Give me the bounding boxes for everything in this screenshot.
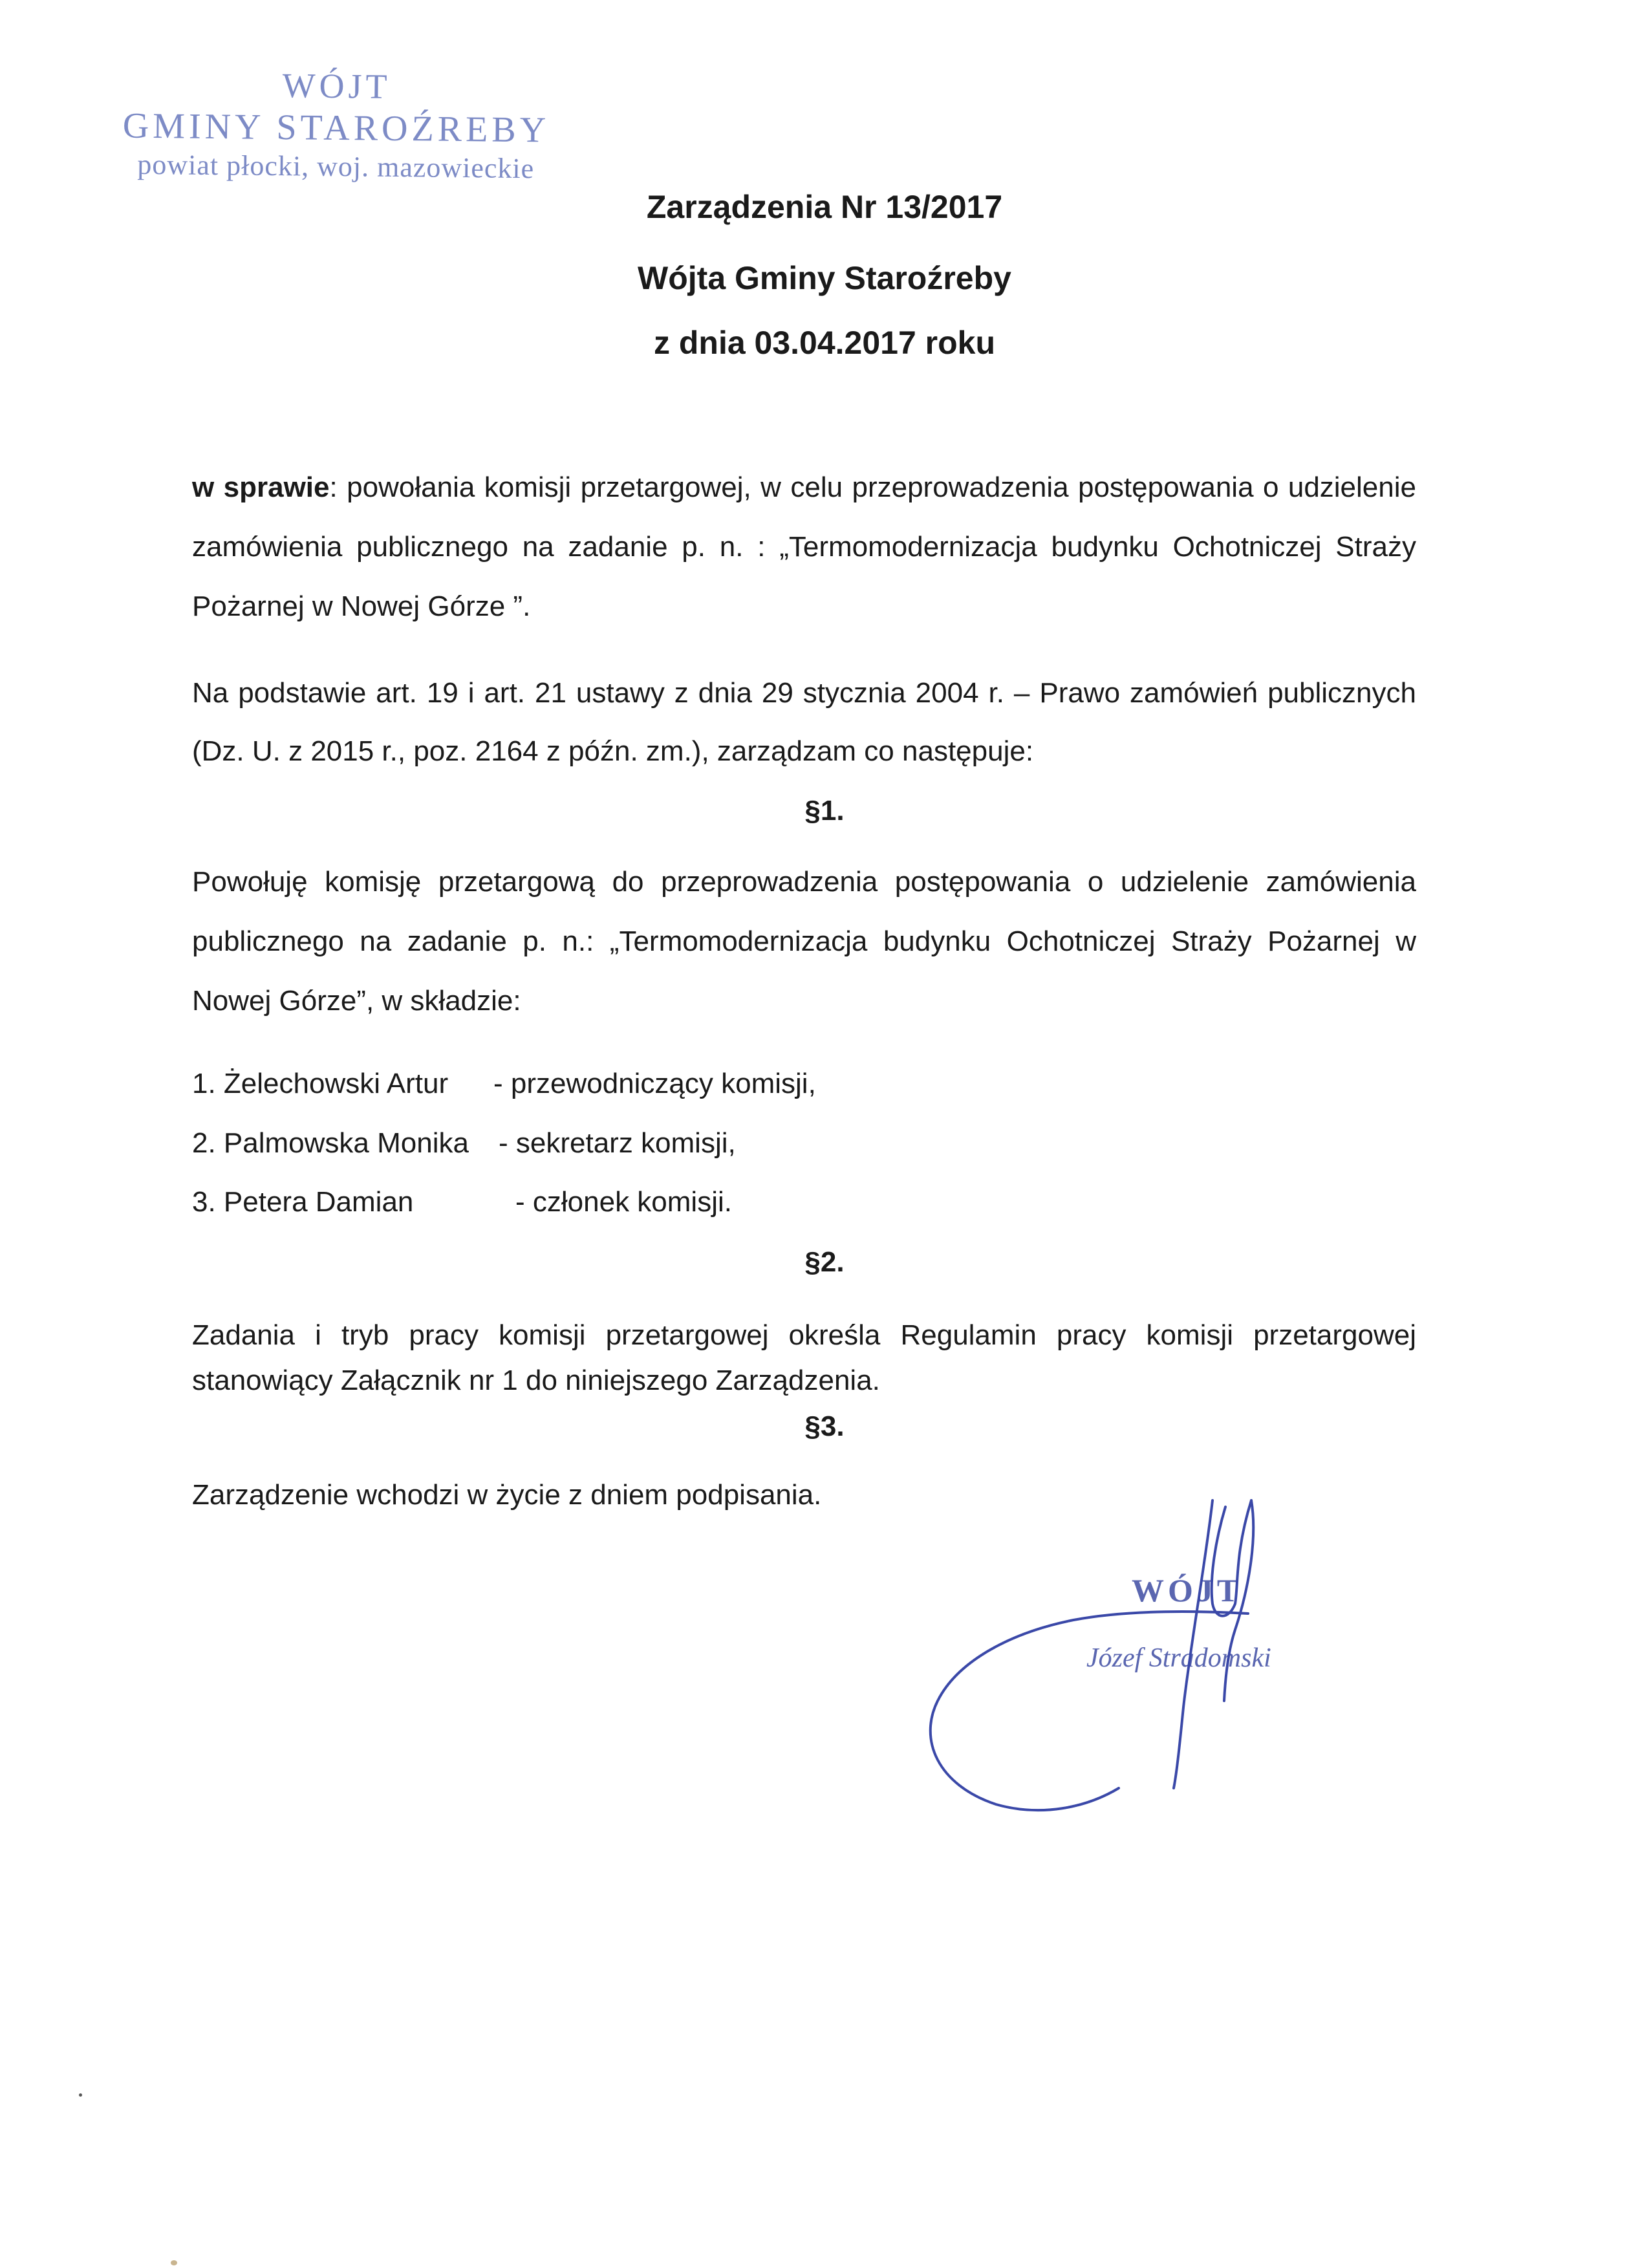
document-date: z dnia 03.04.2017 roku xyxy=(653,325,996,361)
document-title: Zarządzenia Nr 13/2017 xyxy=(646,189,1003,225)
stamp-line-2: GMINY STAROŹREBY xyxy=(122,105,550,151)
subject-text: : powołania komisji przetargowej, w celu przeprowadzenia postępowania o udzielenie zamówienia publicznego na zadanie p. n. : „Termomodernizacja budynku Ochotniczej Straży Pożarnej w Nowej Górze ”. xyxy=(192,471,1416,622)
signature-name: Józef Stradomski xyxy=(1086,1643,1271,1673)
section-1-text: Powołuję komisję przetargową do przeprowadzenia postępowania o udzielenie zamówienia publicznego na zadanie p. n.: „Termomodernizacja budynku Ochotniczej Straży Pożarnej w Nowej Górze”, w składzie: xyxy=(192,866,1416,1017)
document-issuer: Wójta Gminy Staroźreby xyxy=(638,260,1011,296)
member-3-name: 3. Petera Damian xyxy=(192,1186,414,1218)
handwritten-signature xyxy=(912,1481,1313,1843)
section-1-heading: §1. xyxy=(804,795,845,826)
subject-paragraph xyxy=(192,458,1416,636)
stamp-line-3: powiat płocki, woj. mazowieckie xyxy=(137,148,535,185)
signature-title: WÓJT xyxy=(1132,1572,1243,1608)
section-3-text: Zarządzenie wchodzi w życie z dniem podpisania. xyxy=(192,1479,822,1511)
member-3-role: - członek komisji. xyxy=(515,1186,732,1218)
section-3-heading: §3. xyxy=(804,1410,845,1442)
signature-block xyxy=(912,1481,1313,1843)
member-1-name: 1. Żelechowski Artur xyxy=(192,1068,449,1099)
legal-basis-paragraph: Na podstawie art. 19 i art. 21 ustawy z dnia 29 stycznia 2004 r. – Prawo zamówień publicznych (Dz. U. z 2015 r., poz. 2164 z późn. zm.), zarządzam co następuje: xyxy=(192,677,1416,767)
office-stamp xyxy=(109,62,563,187)
subject-label: w sprawie xyxy=(192,471,330,503)
section-2-heading: §2. xyxy=(804,1246,845,1278)
scan-speck-2 xyxy=(171,2260,177,2265)
stamp-line-1: WÓJT xyxy=(282,66,391,106)
member-2-role: - sekretarz komisji, xyxy=(499,1127,736,1159)
member-1-role: - przewodniczący komisji, xyxy=(493,1068,816,1099)
scan-speck xyxy=(79,2093,82,2097)
section-2-text: Zadania i tryb pracy komisji przetargowej określa Regulamin pracy komisji przetargowej stanowiący Załącznik nr 1 do niniejszego Zarządzenia. xyxy=(192,1319,1416,1396)
member-2-name: 2. Palmowska Monika xyxy=(192,1127,469,1159)
